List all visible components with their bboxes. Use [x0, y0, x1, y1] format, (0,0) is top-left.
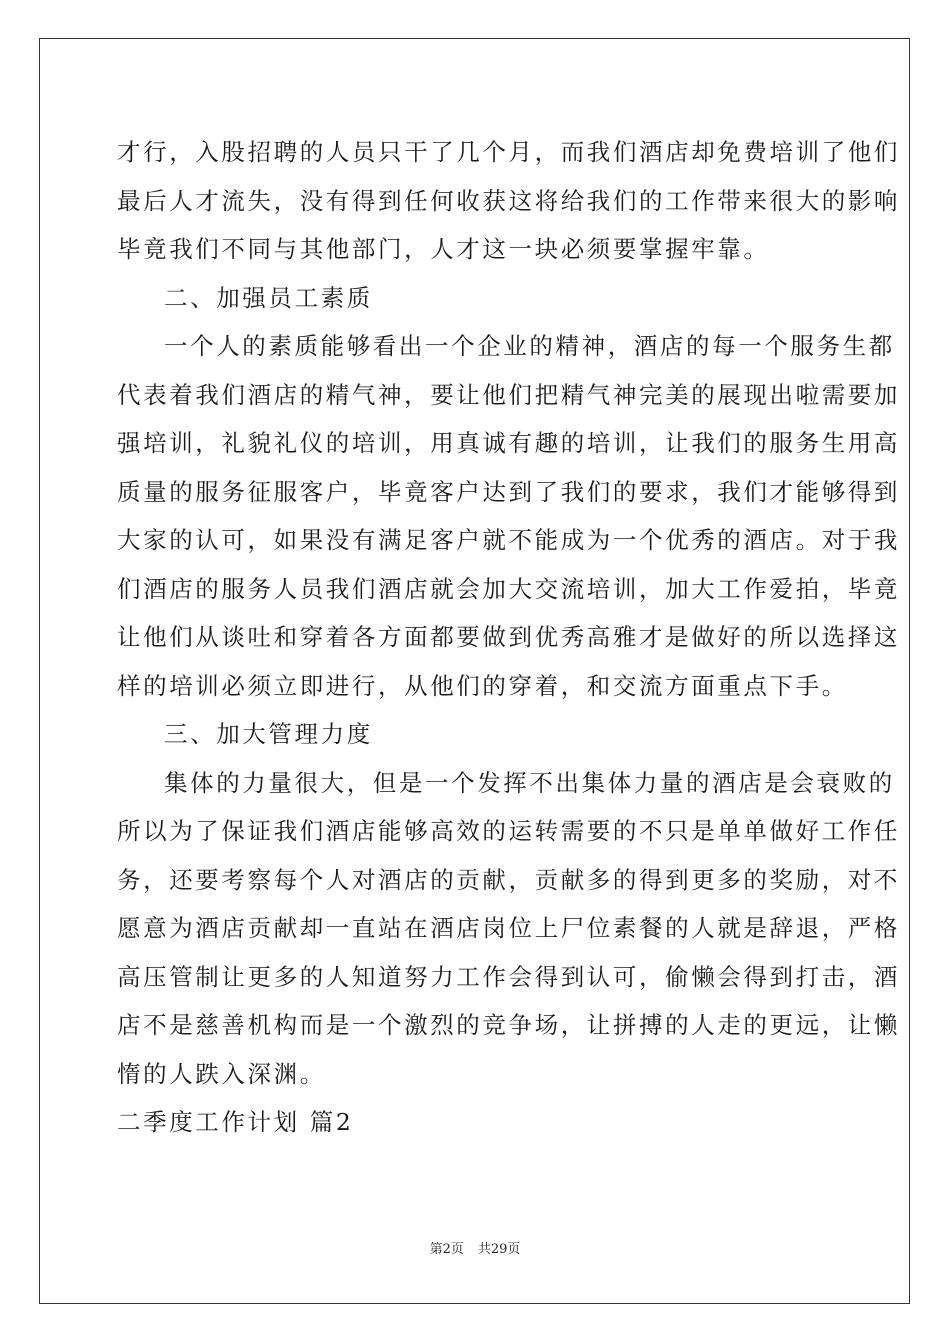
page-total: 共29页 [477, 1242, 521, 1257]
document-body [117, 128, 900, 1147]
text-line: 所以为了保证我们酒店能够高效的运转需要的不只是单单做好工作任 [117, 817, 900, 845]
document-title: 二季度工作计划 篇2 [117, 1108, 354, 1136]
text-line: 代表着我们酒店的精气神，要让他们把精气神完美的展现出啦需要加 [117, 380, 900, 409]
text-line: 们酒店的服务人员我们酒店就会加大交流培训，加大工作爱拍，毕竟 [117, 574, 900, 603]
section-heading: 三、加大管理力度 [164, 720, 373, 748]
text-line: 大家的认可，如果没有满足客户就不能成为一个优秀的酒店。对于我 [117, 526, 900, 554]
section-heading: 二、加强员工素质 [164, 283, 373, 312]
text-line: 集体的力量很大，但是一个发挥不出集体力量的酒店是会衰败的 [164, 768, 895, 797]
text-line: 让他们从谈吐和穿着各方面都要做到优秀高雅才是做好的所以选择这 [117, 623, 900, 651]
text-line: 一个人的素质能够看出一个企业的精神，酒店的每一个服务生都 [164, 332, 895, 360]
text-line: 毕竟我们不同与其他部门，人才这一块必须要掌握牢靠。 [117, 235, 770, 263]
text-line: 最后人才流失，没有得到任何收获这将给我们的工作带来很大的影响 [117, 186, 900, 215]
text-line: 高压管制让更多的人知道努力工作会得到认可，偷懒会得到打击，酒 [117, 962, 900, 991]
page-number: 第2页 [429, 1242, 464, 1257]
text-line: 才行，入股招聘的人员只干了几个月，而我们酒店却免费培训了他们 [117, 138, 900, 166]
text-line: 样的培训必须立即进行，从他们的穿着，和交流方面重点下手。 [117, 671, 848, 700]
text-line: 店不是慈善机构而是一个激烈的竞争场，让拼搏的人走的更远，让懒 [117, 1011, 900, 1039]
text-line: 强培训，礼貌礼仪的培训，用真诚有趣的培训，让我们的服务生用高 [117, 429, 900, 457]
text-line: 务，还要考察每个人对酒店的贡献，贡献多的得到更多的奖励，对不 [117, 865, 900, 894]
text-line: 惰的人跌入深渊。 [117, 1059, 326, 1088]
text-line: 质量的服务征服客户，毕竟客户达到了我们的要求，我们才能够得到 [117, 477, 900, 506]
page-footer [0, 1238, 950, 1257]
text-line: 愿意为酒店贡献却一直站在酒店岗位上尸位素餐的人就是辞退，严格 [117, 914, 900, 942]
